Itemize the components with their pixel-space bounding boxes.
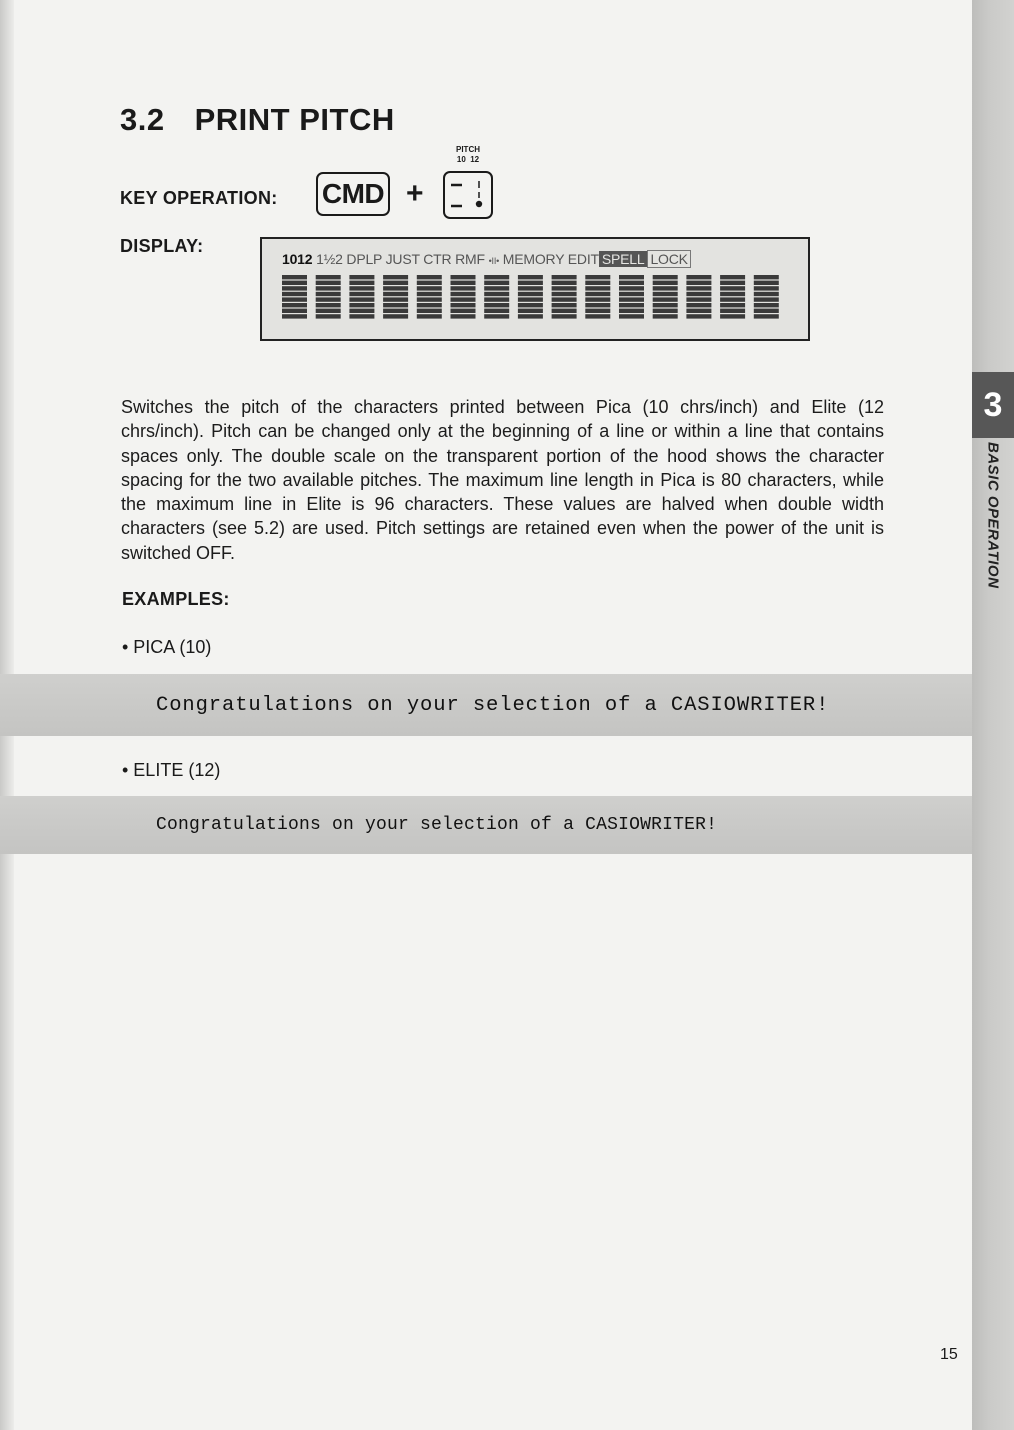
lcd-status-line xyxy=(282,251,691,267)
lcd-arrow-indicator: •II• xyxy=(488,256,500,266)
lcd-cell xyxy=(686,275,711,319)
cmd-key: CMD xyxy=(316,172,390,216)
lcd-pitch-indicator: 1012 xyxy=(282,251,313,267)
lcd-mode-indicators: DPLP JUST CTR RMF xyxy=(346,251,485,267)
lcd-cell xyxy=(417,275,442,319)
lcd-cell xyxy=(585,275,610,319)
lcd-cell xyxy=(484,275,509,319)
lcd-character-cells xyxy=(282,275,787,325)
lcd-cell xyxy=(653,275,678,319)
pica-sample-text: Congratulations on your selection of a CASIOWRITER! xyxy=(156,694,830,717)
page-number: 15 xyxy=(940,1346,958,1363)
pitch-key xyxy=(443,171,493,219)
chapter-name: BASIC OPERATION xyxy=(984,442,1002,589)
lcd-display xyxy=(260,237,810,341)
lcd-cell xyxy=(451,275,476,319)
lcd-cell xyxy=(619,275,644,319)
key-operation-label: KEY OPERATION: xyxy=(120,188,278,208)
lcd-cell xyxy=(720,275,745,319)
lcd-cell xyxy=(316,275,341,319)
lcd-cell xyxy=(282,275,307,319)
lcd-cell xyxy=(552,275,577,319)
pitch-caption-values: 10 12 xyxy=(456,155,480,164)
pitch-switch-icon xyxy=(445,173,490,216)
description-paragraph: Switches the pitch of the characters printed between Pica (10 chrs/inch) and Elite (12 chrs/inch). Pitch can be changed only at the beginning of a line or within a line that contains spaces only. The double scale on the transparent portion of the hood shows the character spacing for the two available pitches. The maximum line length in Pica is 80 characters, while the maximum line in Elite is 96 characters. These values are halved when double width characters (see 5.2) are used. Pitch settings are retained even when the power of the unit is switched OFF. xyxy=(121,397,884,563)
lcd-cell xyxy=(518,275,543,319)
plus-sign: + xyxy=(406,177,424,210)
pitch-caption-label: PITCH xyxy=(456,145,480,154)
display-label: DISPLAY: xyxy=(120,236,204,256)
chapter-sidebar xyxy=(972,0,1014,1430)
lcd-memory-edit-indicators: MEMORY EDIT xyxy=(502,251,599,267)
elite-example-label: • ELITE (12) xyxy=(122,760,221,780)
pitch-caption xyxy=(448,145,488,165)
lcd-cell xyxy=(349,275,374,319)
lcd-spell-indicator: SPELL xyxy=(599,251,648,267)
pica-example-label: • PICA (10) xyxy=(122,637,212,657)
chapter-tab: 3 xyxy=(972,372,1014,438)
examples-label: EXAMPLES: xyxy=(122,589,230,609)
section-number: 3.2 xyxy=(120,102,165,137)
lcd-lock-indicator: LOCK xyxy=(647,250,690,268)
section-title xyxy=(120,102,395,138)
elite-sample-text: Congratulations on your selection of a CASIOWRITER! xyxy=(156,815,718,835)
lcd-spacing-indicator: 1½2 xyxy=(316,251,343,267)
lcd-cell xyxy=(754,275,779,319)
lcd-cell xyxy=(383,275,408,319)
section-title-text: PRINT PITCH xyxy=(194,102,395,137)
